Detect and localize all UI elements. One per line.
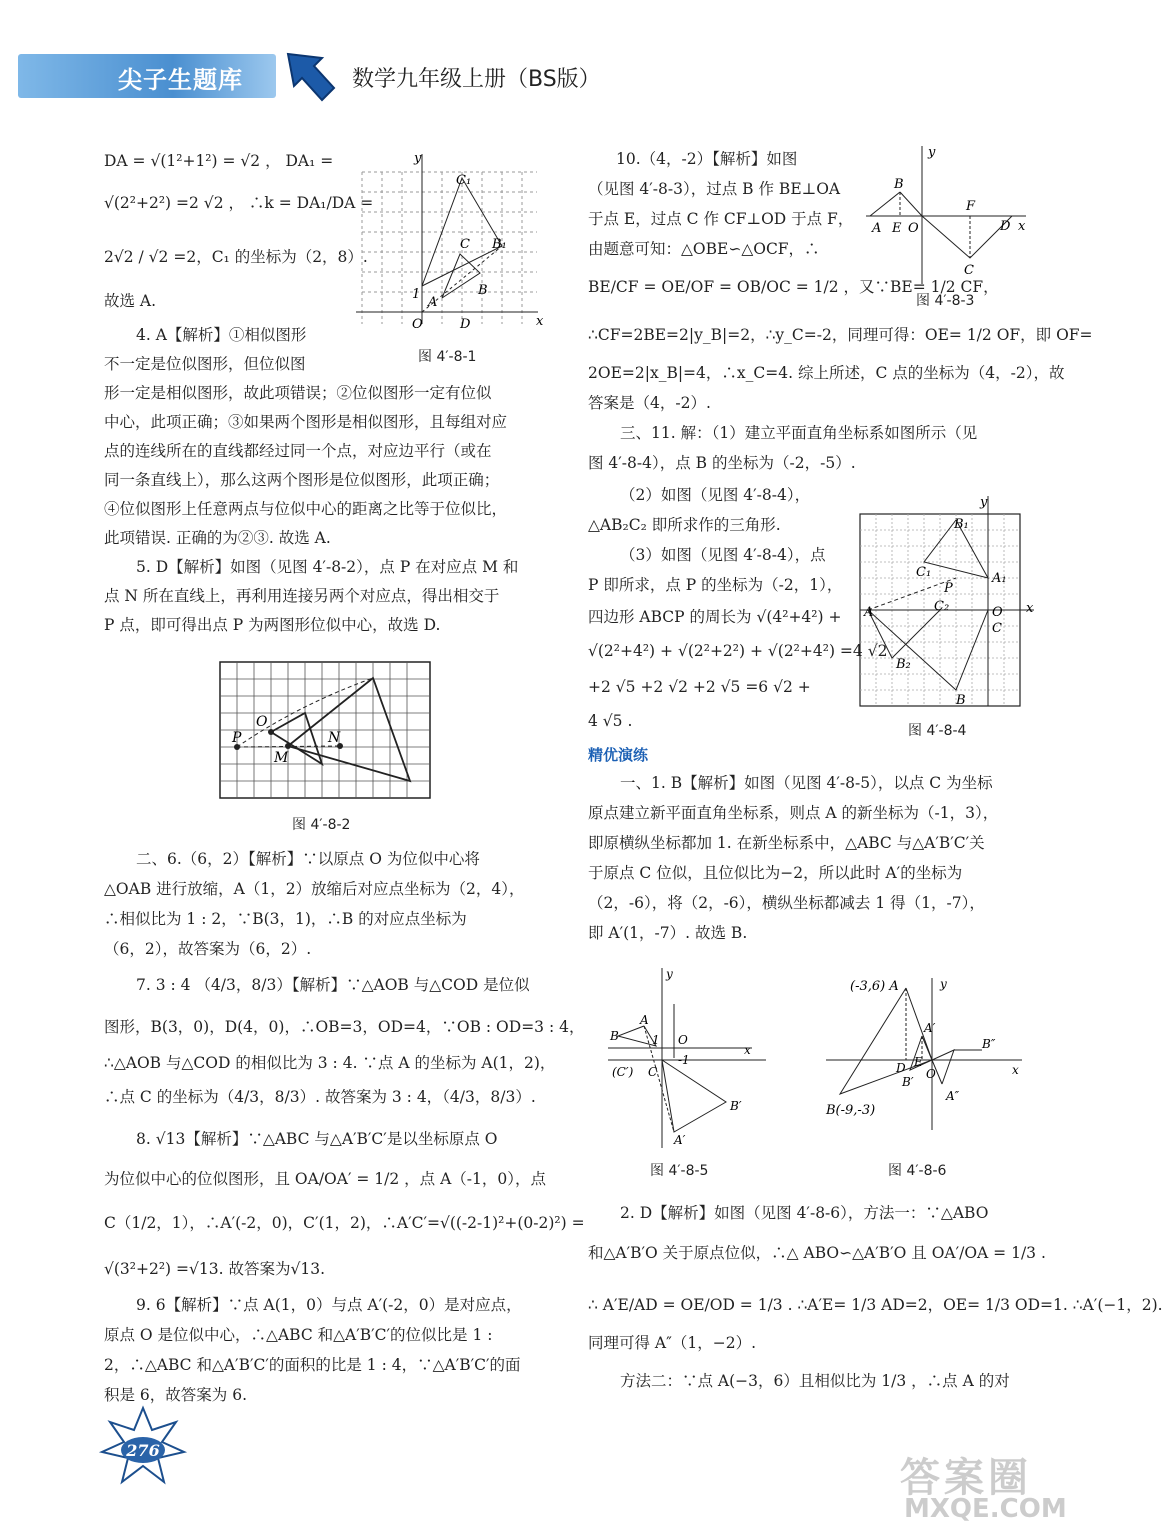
caption-4-8-5: 图 4′-8-5 — [650, 1163, 709, 1179]
fig3-label-y: y — [928, 145, 936, 160]
fig4-label-p: P — [944, 581, 953, 596]
fig5-label-c: C — [648, 1065, 658, 1079]
fig6-label-x: x — [1012, 1063, 1019, 1077]
fig2-label-o: O — [256, 714, 268, 730]
fig1-label-one: 1 — [412, 287, 421, 302]
watermark-url: MXQE.COM — [904, 1494, 1067, 1524]
caption-4-8-3: 图 4′-8-3 — [916, 293, 975, 309]
fig2-label-m: M — [274, 750, 289, 766]
fig5-label-y: y — [666, 967, 673, 981]
text-line: 即原横纵坐标都加 1. 在新坐标系中，△ABC 与△A′B′C′关 — [588, 834, 985, 852]
fig6-label-e: E — [914, 1055, 923, 1069]
text-line: 由题意可知：△OBE∽△OCF，∴ — [588, 240, 820, 258]
fig4-label-c1: C₁ — [916, 565, 932, 580]
fig5-label-x: x — [744, 1043, 751, 1057]
text-line: 同一条直线上），那么这两个图形是位似图形，此项正确； — [104, 471, 500, 489]
fig6-label-d: D — [896, 1061, 906, 1075]
text-line: 2. D【解析】如图（见图 4′-8-6），方法一：∵△ABO — [620, 1204, 989, 1222]
text-line: 一、1. B【解析】如图（见图 4′-8-5），以点 C 为坐标 — [620, 774, 993, 792]
figure-4-8-6 — [822, 974, 1026, 1134]
fig1-label-b1: B₁ — [492, 237, 507, 252]
text-line: 7. 3 : 4 （4/3，8/3）【解析】∵△AOB 与△COD 是位似 — [136, 976, 530, 994]
fig1-label-o: O — [412, 317, 423, 332]
text-line: （3）如图（见图 4′-8-4），点 — [620, 546, 826, 564]
text-line: 2OE=2|x_B|=4，∴x_C=4. 综上所述，C 点的坐标为（4，-2），故 — [588, 364, 1065, 382]
text-line: 5. D【解析】如图（见图 4′-8-2），点 P 在对应点 M 和 — [136, 558, 519, 576]
fig6-label-bpp: B″ — [982, 1037, 996, 1051]
text-line: √(3²+2²) =√13. 故答案为√13. — [104, 1260, 326, 1278]
text-line: 同理可得 A″（1，−2）. — [588, 1334, 757, 1352]
fig3-label-e: E — [892, 221, 902, 236]
text-line: ∴CF=2BE=2|y_B|=2，∴y_C=-2，同理可得：OE= 1/2 OF，即 OF= — [588, 326, 1093, 344]
fig4-label-b2: B₂ — [896, 657, 911, 672]
caption-4-8-1: 图 4′-8-1 — [418, 349, 477, 365]
fig6-label-bp: B′ — [902, 1075, 914, 1089]
fig3-label-d: D — [1000, 219, 1011, 234]
section-heading: 精优演练 — [588, 746, 649, 764]
text-line: 答案是（4，-2）. — [588, 394, 711, 412]
text-line: （6，2），故答案为（6，2）. — [104, 940, 312, 958]
text-line: 点的连线所在的直线都经过同一个点，对应边平行（或在 — [104, 442, 492, 460]
text-line: 三、11. 解：（1）建立平面直角坐标系如图所示（见 — [620, 424, 978, 442]
text-line: 4. A【解析】①相似图形 — [136, 326, 307, 344]
fig4-label-a: A — [864, 605, 874, 620]
text-line: 二、6.（6，2）【解析】∵以原点 O 为位似中心将 — [136, 850, 480, 868]
figure-4-8-3 — [860, 140, 1040, 290]
text-line: △AB₂C₂ 即所求作的三角形. — [588, 516, 781, 534]
text-line: 即 A′(1，-7）. 故选 B. — [588, 924, 748, 942]
text-line: 于点 E，过点 C 作 CF⊥OD 于点 F， — [588, 210, 854, 228]
fig4-label-b: B — [956, 693, 966, 708]
text-line: 点 N 所在直线上，再利用连接另两个对应点，得出相交于 — [104, 587, 500, 605]
fig4-label-y: y — [980, 495, 988, 510]
fig3-label-b: B — [894, 177, 904, 192]
fig3-label-o: O — [908, 221, 919, 236]
fig5-label-b: B — [610, 1029, 619, 1043]
text-line: +2 √5 +2 √2 +2 √5 =6 √2 + — [588, 678, 811, 696]
brand-banner — [18, 54, 276, 98]
fig5-label-o: O — [678, 1033, 688, 1047]
text-line: ∴ A′E/AD = OE/OD = 1/3 . ∴A′E= 1/3 AD=2，OE= 1/3 OD=1. ∴A′(−1，2). — [588, 1296, 1163, 1314]
fig1-label-d: D — [460, 317, 471, 332]
text-line: 图 4′-8-4），点 B 的坐标为（-2，-5）. — [588, 454, 856, 472]
text-line: △OAB 进行放缩，A（1，2）放缩后对应点坐标为（2，4）， — [104, 880, 525, 898]
text-line: 2，∴△ABC 和△A′B′C′的面积的比是 1 : 4，∵△A′B′C′的面 — [104, 1356, 521, 1374]
fig5-label-neg1: -1 — [678, 1053, 690, 1067]
arrow-up-icon — [282, 48, 338, 104]
fig6-label-y: y — [940, 977, 947, 991]
text-line: 原点 O 是位似中心，∴△ABC 和△A′B′C′的位似比是 1 : — [104, 1326, 493, 1344]
page-header-title: 数学九年级上册（BS版） — [352, 67, 601, 92]
text-line: P 即所求，点 P 的坐标为（-2，1）， — [588, 576, 843, 594]
fig6-label-o: O — [926, 1067, 936, 1081]
figure-4-8-1 — [352, 148, 552, 338]
text-line: √(2²+2²) =2 √2 ， ∴k = DA₁/DA = — [104, 194, 374, 212]
text-line: 为位似中心的位似图形，且 OA/OA′ = 1/2 ，点 A（-1，0），点 — [104, 1170, 547, 1188]
text-line: ∴△AOB 与△COD 的相似比为 3 : 4. ∵点 A 的坐标为 A(1，2)， — [104, 1054, 556, 1072]
fig4-label-b1: B₁ — [954, 517, 969, 532]
fig2-label-p: P — [232, 730, 242, 746]
text-line: 2√2 / √2 =2，C₁ 的坐标为（2，8）. — [104, 248, 368, 266]
text-line: 中心，此项正确；③如果两个图形是相似图形，且每组对应 — [104, 413, 508, 431]
text-line: 四边形 ABCP 的周长为 √(4²+4²) + — [588, 608, 842, 626]
fig6-label-a: (-3,6) A — [850, 979, 899, 994]
text-line: P 点，即可得出点 P 为两图形位似中心，故选 D. — [104, 616, 441, 634]
caption-4-8-4: 图 4′-8-4 — [908, 723, 967, 739]
text-line: （2，-6），将（2，-6），横纵坐标都减去 1 得（1，-7）， — [588, 894, 985, 912]
caption-4-8-2: 图 4′-8-2 — [292, 817, 351, 833]
figure-4-8-4 — [858, 490, 1048, 712]
text-line: 4 √5 . — [588, 712, 633, 730]
fig4-label-a1: A₁ — [992, 571, 1007, 586]
text-line: √(2²+4²) + √(2²+2²) + √(2²+4²) =4 √2 — [588, 642, 888, 660]
fig6-label-b: B(-9,-3) — [826, 1103, 876, 1118]
watermark-logo: 答案圈 — [900, 1455, 1032, 1501]
fig1-label-b: B — [478, 283, 488, 298]
text-line: 方法二：∵点 A(−3，6）且相似比为 1/3 ，∴点 A 的对 — [620, 1372, 1010, 1390]
text-line: 8. √13【解析】∵△ABC 与△A′B′C′是以坐标原点 O — [136, 1130, 498, 1148]
fig3-label-f: F — [966, 199, 976, 214]
fig6-label-app: A″ — [946, 1089, 960, 1103]
text-line: ∴相似比为 1 : 2，∵B(3，1)，∴B 的对应点坐标为 — [104, 910, 467, 928]
text-line: ∴点 C 的坐标为（4/3，8/3）. 故答案为 3 : 4，（4/3，8/3）. — [104, 1088, 536, 1106]
fig1-label-c: C — [460, 237, 470, 252]
text-line: C（1/2，1），∴A′(-2，0)，C′(1，2)，∴A′C′=√((-2-1)²+(0-2)²) = — [104, 1214, 585, 1232]
fig1-label-y: y — [414, 151, 422, 166]
fig4-label-x: x — [1026, 601, 1034, 616]
fig4-label-c2: C₂ — [934, 599, 950, 614]
fig3-label-a: A — [872, 221, 882, 236]
page-number-badge — [96, 1400, 190, 1490]
fig1-label-x: x — [536, 314, 544, 329]
fig5-label-cp: (C′) — [612, 1065, 634, 1079]
fig1-label-a: A — [428, 295, 438, 310]
figure-4-8-5 — [604, 964, 780, 1150]
text-line: 图形，B(3，0)，D(4，0)，∴OB=3，OD=4，∵OB : OD=3 : 4， — [104, 1018, 585, 1036]
fig5-label-ap: A′ — [674, 1133, 686, 1147]
text-line: 积是 6，故答案为 6. — [104, 1386, 248, 1404]
text-line: 原点建立新平面直角坐标系，则点 A 的新坐标为（-1，3）， — [588, 804, 999, 822]
text-line: 形一定是相似图形，故此项错误；②位似图形一定有位似 — [104, 384, 492, 402]
text-line: 9. 6【解析】∵点 A(1，0）与点 A′(-2，0）是对应点， — [136, 1296, 522, 1314]
fig5-label-bp: B′ — [730, 1099, 742, 1113]
text-line: DA = √(1²+1²) = √2 ， DA₁ = — [104, 152, 334, 170]
fig3-label-x: x — [1018, 219, 1026, 234]
text-line: BE/CF = OE/OF = OB/OC = 1/2 ，又∵BE= 1/2 CF， — [588, 278, 999, 296]
text-line: 10.（4，-2）【解析】如图 — [616, 150, 798, 168]
text-line: 和△A′B′O 关于原点位似，∴△ ABO∽△A′B′O 且 OA′/OA = 1/3 . — [588, 1244, 1046, 1262]
text-line: （见图 4′-8-3），过点 B 作 BE⊥OA — [588, 180, 841, 198]
fig2-label-n: N — [328, 730, 341, 746]
text-line: 故选 A. — [104, 292, 157, 310]
text-line: ④位似图形上任意两点与位似中心的距离之比等于位似比， — [104, 500, 508, 518]
page-number: 276 — [126, 1441, 160, 1460]
brand-title: 尖子生题库 — [118, 66, 243, 94]
fig6-label-ap: A′ — [924, 1021, 936, 1035]
caption-4-8-6: 图 4′-8-6 — [888, 1163, 947, 1179]
text-line: 此项错误. 正确的为②③. 故选 A. — [104, 529, 331, 547]
fig5-label-a: A — [640, 1013, 649, 1027]
text-line: 不一定是位似图形，但位似图 — [104, 355, 306, 373]
fig4-label-c: C — [992, 621, 1002, 636]
text-line: （2）如图（见图 4′-8-4）， — [620, 486, 811, 504]
figure-4-8-2 — [218, 660, 434, 802]
text-line: 于原点 C 位似，且位似比为−2，所以此时 A′的坐标为 — [588, 864, 963, 882]
fig3-label-c: C — [964, 263, 974, 278]
fig1-label-c1: C₁ — [456, 173, 472, 188]
fig5-label-one: 1 — [652, 1033, 660, 1047]
fig4-label-o: O — [992, 605, 1003, 620]
